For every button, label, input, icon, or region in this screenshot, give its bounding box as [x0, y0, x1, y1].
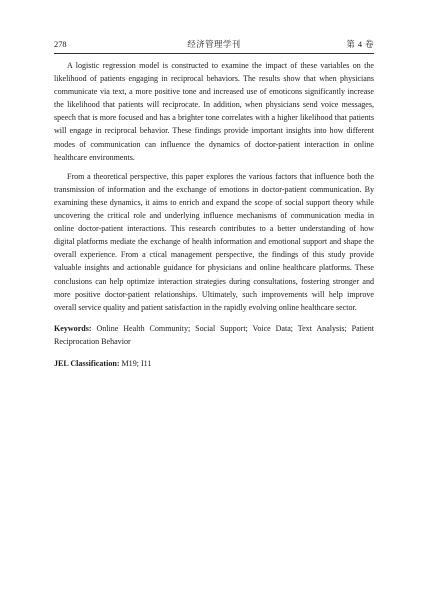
header-divider: [54, 53, 374, 54]
body-paragraph: From a theoretical perspective, this paper explores the various factors that influence both the transmission of information and the exchange of emotions in doctor-patient communication. By examining these dynamics, it aims to enrich and expand the scope of social support theory while uncovering the critical role and underlying influence mechanisms of communication media in online doctor-patient interactions. This research contributes to a better understanding of how digital platforms mediate the exchange of health information and emotional support and shape the overall experience. From a ctical management perspective, the findings of this study provide valuable insights and actionable guidance for physicians and online healthcare platforms. These conclusions can help optimize interaction strategies during consultations, fostering stronger and more positive doctor-patient relationships. Ultimately, such improvements will help improve overall service quality and patient satisfaction in the rapidly evolving online healthcare sector.: [54, 171, 374, 312]
jel-codes: M19; I11: [119, 358, 152, 368]
running-header: [54, 38, 374, 52]
volume-label: 第 4 卷: [346, 40, 374, 49]
jel-classification-line: [54, 357, 374, 370]
journal-title: 经济管理学刊: [187, 40, 241, 49]
keywords-label: Keywords:: [54, 323, 92, 333]
abstract-body: [54, 59, 374, 370]
page-number: 278: [54, 40, 67, 49]
keywords-line: [54, 322, 374, 348]
jel-label: JEL Classification:: [54, 358, 120, 368]
keywords-text: Online Health Community; Social Support; Voice Data; Text Analysis; Patient Reciprocation Behavior: [54, 323, 374, 346]
body-paragraph: A logistic regression model is constructed to examine the impact of these variables on the likelihood of patients engaging in reciprocal behaviors. The results show that when physicians communicate via text, a more positive tone and increased use of emoticons significantly increase the likelihood that patients will reciprocate. In addition, when physicians send voice messages, speech that is more focused and has a brighter tone correlates with a higher likelihood that patients will engage in reciprocal behavior. These findings provide important insights into how different modes of communication can influence the dynamics of doctor-patient interaction in online healthcare environments.: [54, 61, 374, 162]
